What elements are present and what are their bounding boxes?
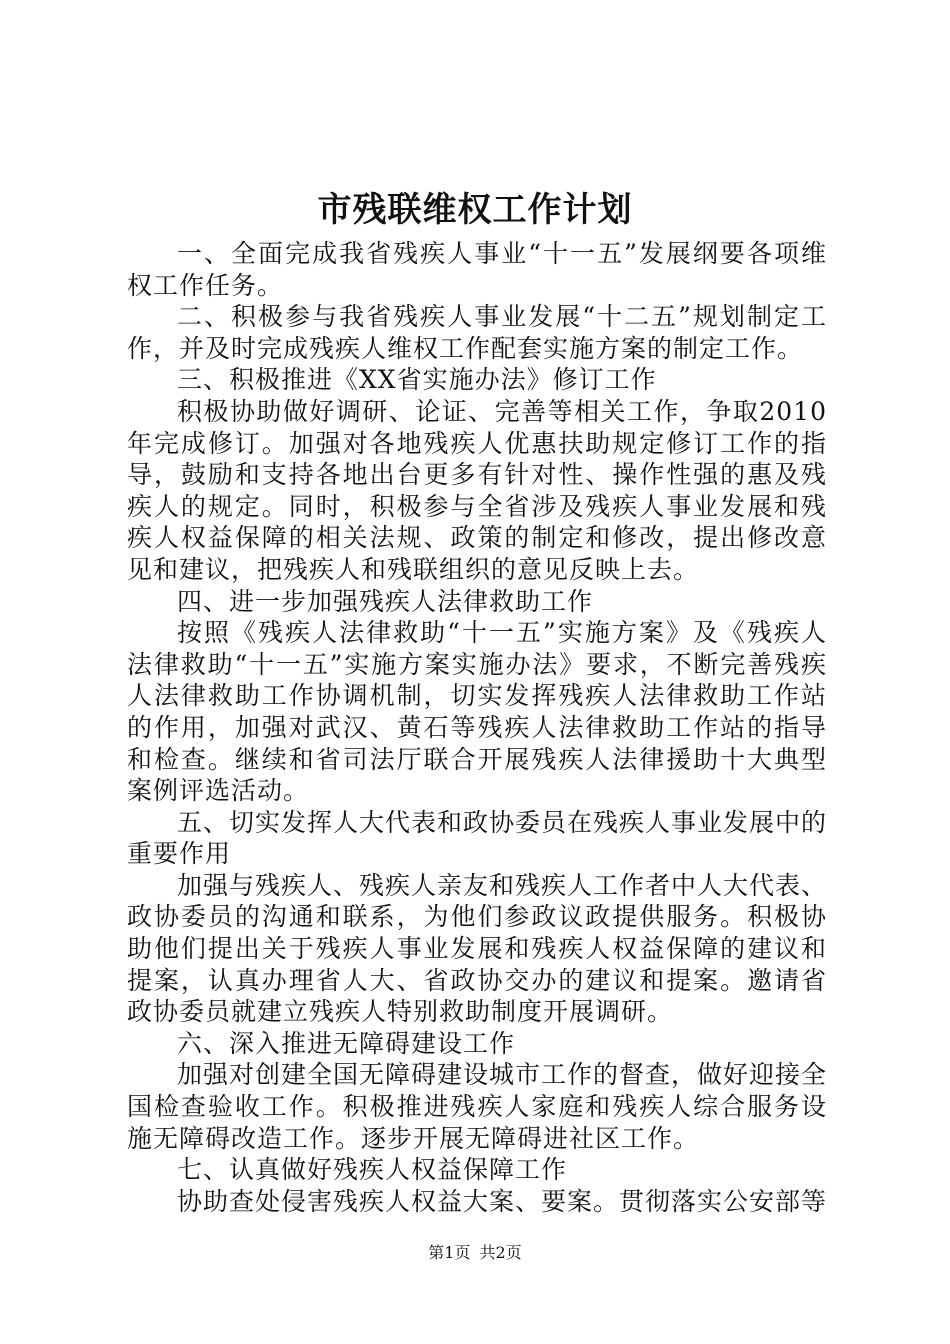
document-title: 市残联维权工作计划: [317, 190, 633, 230]
paragraph-6-body: 加强对创建全国无障碍建设城市工作的督查，做好迎接全国检查验收工作。积极推进残疾人家庭和残疾人综合服务设施无障碍改造工作。逐步开展无障碍进社区工作。: [127, 1060, 828, 1153]
paragraph-2: 二、积极参与我省残疾人事业发展“十二五”规划制定工作，并及时完成残疾人维权工作配套实施方案的制定工作。: [127, 302, 827, 363]
section-heading-5: 五、切实发挥人大代表和政协委员在残疾人事业发展中的重要作用: [127, 807, 828, 869]
paragraph-4-body: 按照《残疾人法律救助“十一五”实施方案》及《残疾人法律救助“十一五”实施方案实施办法》要求，不断完善残疾人法律救助工作协调机制，切实发挥残疾人法律救助工作站的作用，加强对武汉、黄石等残疾人法律救助工作站的指导和检查。继续和省司法厅联合开展残疾人法律援助十大典型案例评选活动。: [127, 618, 827, 806]
page-number-total: 共2页: [479, 1243, 522, 1262]
section-heading-7: 七、认真做好残疾人权益保障工作: [177, 1155, 568, 1185]
paragraph-3-body: 积极协助做好调研、论证、完善等相关工作，争取2010年完成修订。加强对各地残疾人优惠扶助规定修订工作的指导，鼓励和支持各地出台更多有针对性、操作性强的惠及残疾人的规定。同时，积极参与全省涉及残疾人事业发展和残疾人权益保障的相关法规、政策的制定和修改，提出修改意见和建议，把残疾人和残联组织的意见反映上去。: [127, 396, 827, 584]
section-heading-6: 六、深入推进无障碍建设工作: [177, 1028, 516, 1058]
section-heading-4: 四、进一步加强残疾人法律救助工作: [177, 586, 594, 616]
section-heading-3: 三、积极推进《XX省实施办法》修订工作: [177, 365, 657, 395]
paragraph-5-body: 加强与残疾人、残疾人亲友和残疾人工作者中人大代表、政协委员的沟通和联系，为他们参政议政提供服务。积极协助他们提出关于残疾人事业发展和残疾人权益保障的建议和提案，认真办理省人大、省政协交办的建议和提案。邀请省政协委员就建立残疾人特别救助制度开展调研。: [127, 870, 828, 1027]
page-number-current: 第1页: [428, 1243, 471, 1262]
paragraph-7-body: 协助查处侵害残疾人权益大案、要案。贯彻落实公安部等: [177, 1186, 828, 1216]
document-body: [127, 238, 827, 1217]
page-footer: [0, 1241, 950, 1265]
paragraph-1: 一、全面完成我省残疾人事业“十一五”发展纲要各项维权工作任务。: [127, 239, 827, 300]
